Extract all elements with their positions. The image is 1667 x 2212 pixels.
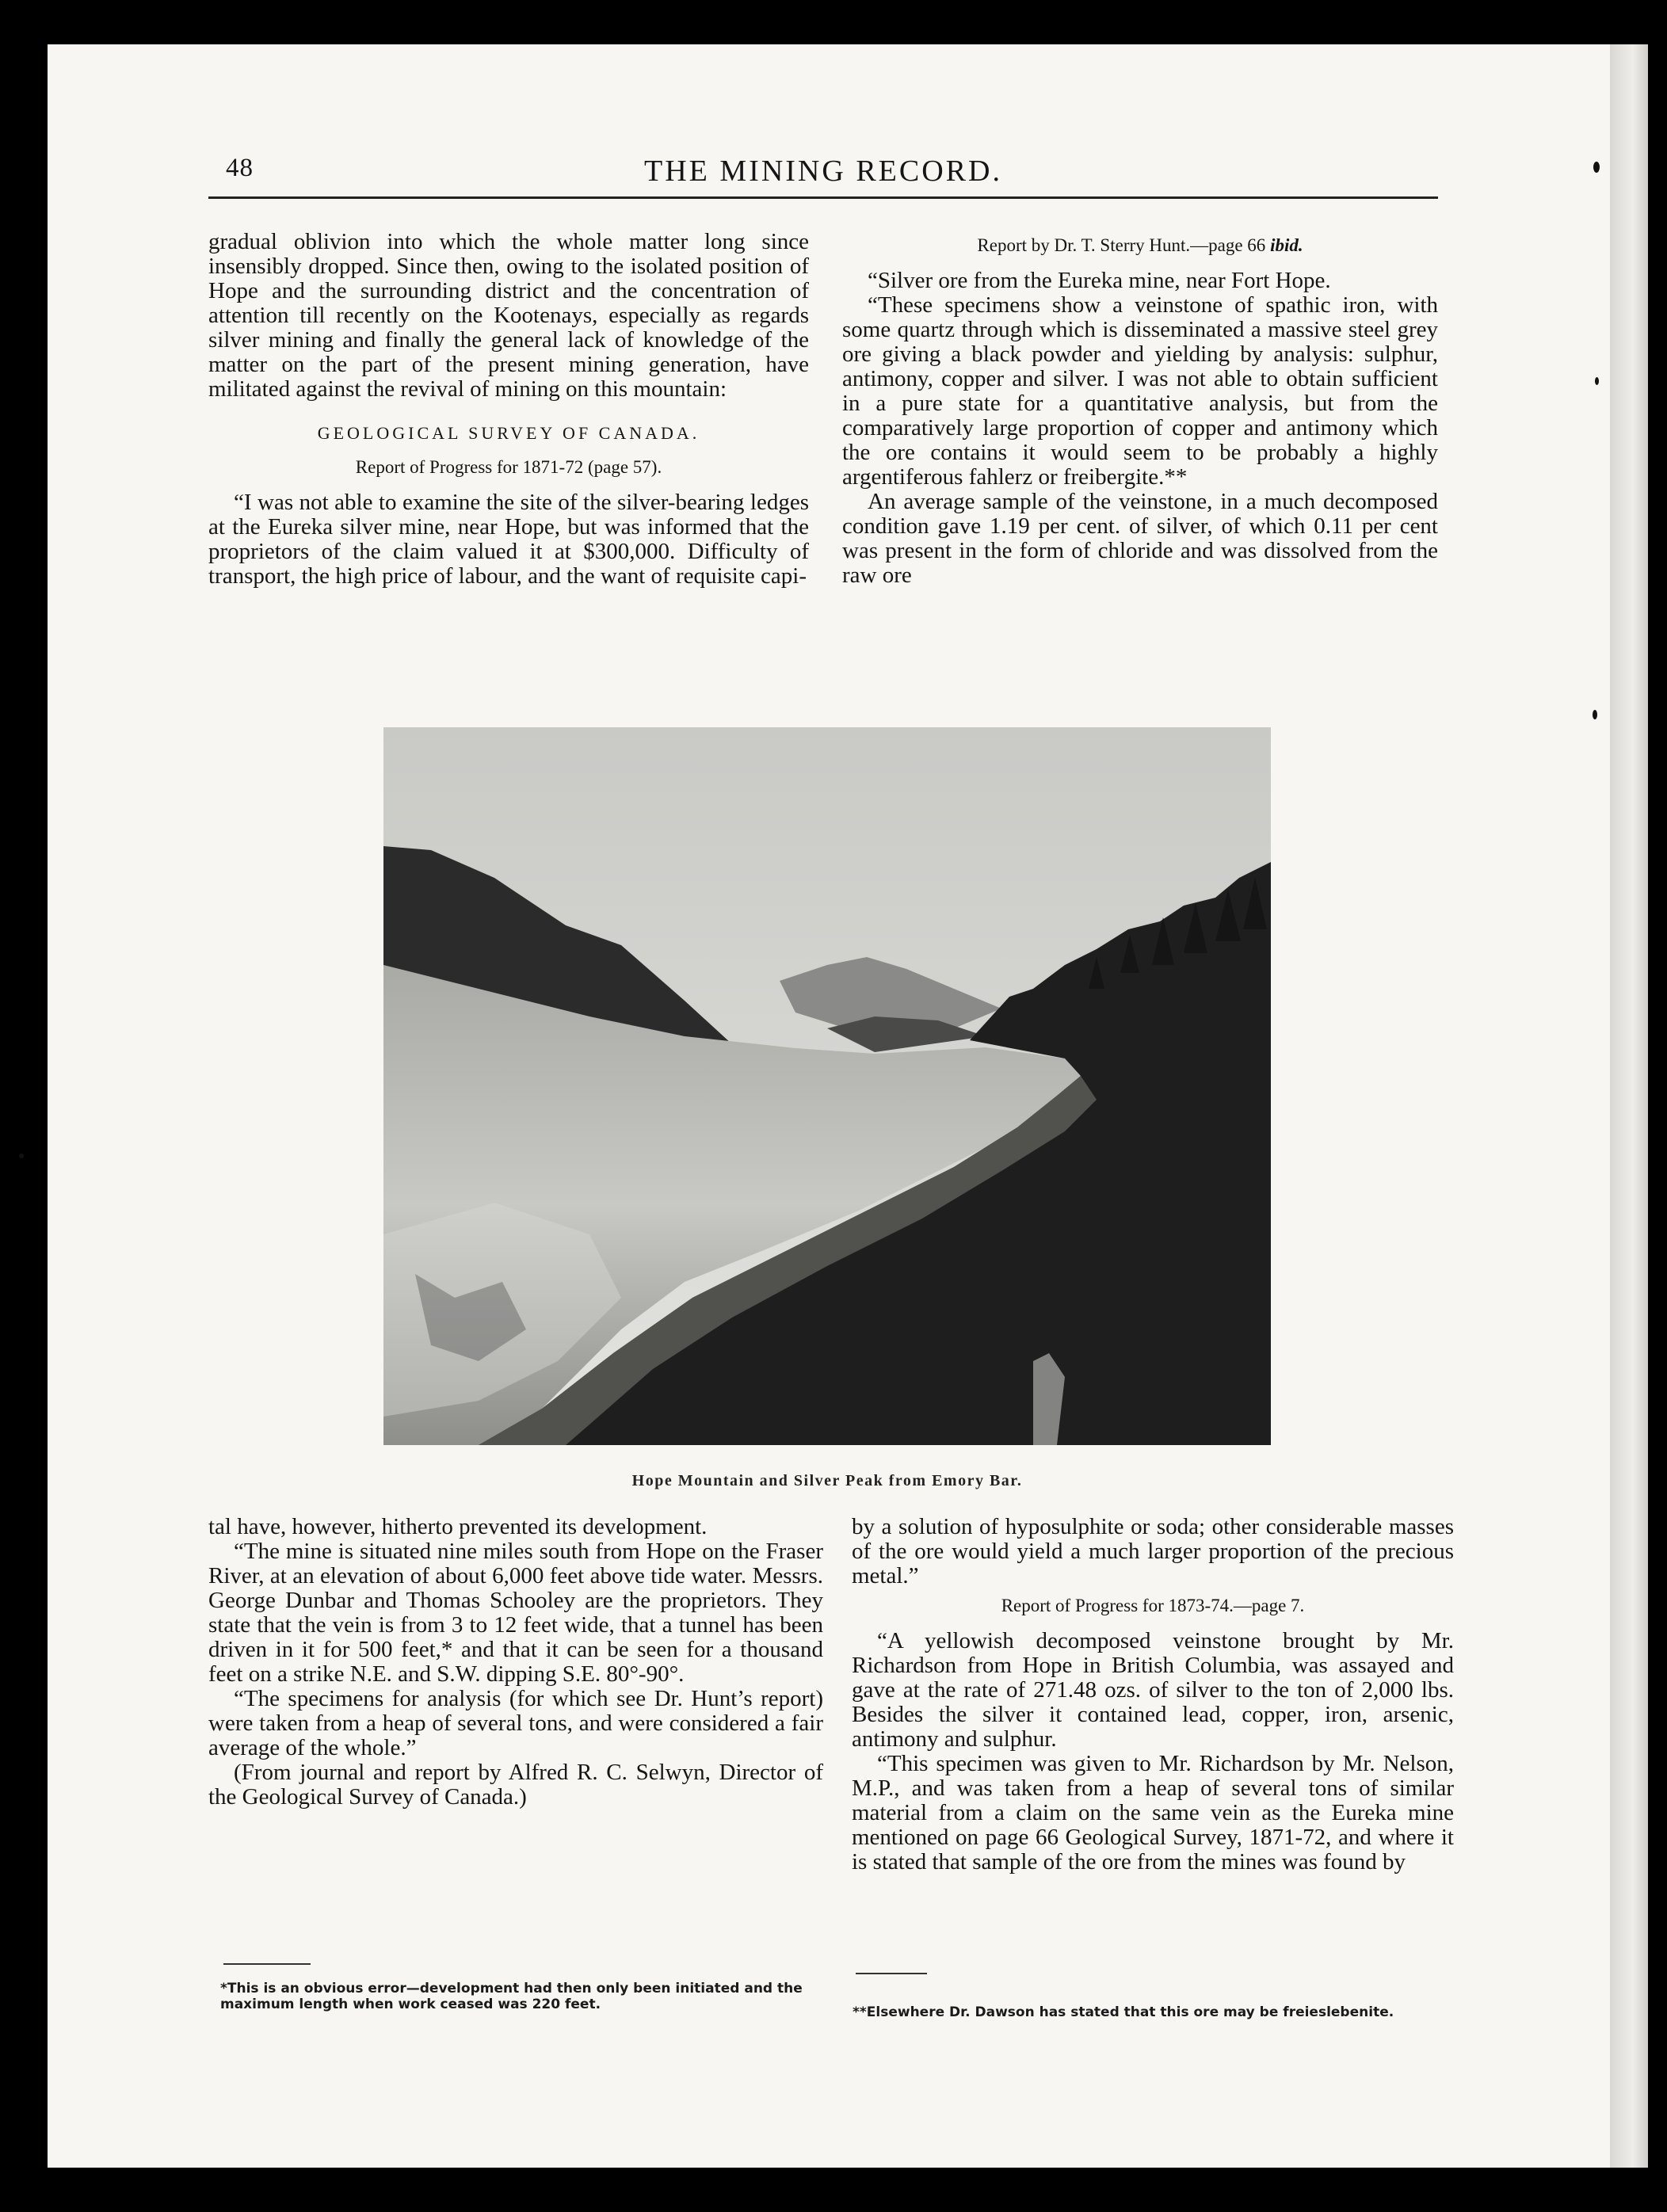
- paragraph: by a solution of hyposulphite or soda; other considerable masses of the ore would yield a much larger proportion of the precious metal.”: [852, 1514, 1454, 1588]
- paragraph: “A yellowish decomposed veinstone brought by Mr. Richardson from Hope in British Columbia, was assayed and gave at the rate of 271.48 ozs. of silver to the ton of 2,000 lbs. Besides the silver it contained lead, copper, iron, arsenic, antimony and sulphur.: [852, 1628, 1454, 1752]
- report-heading: Report of Progress for 1873-74.—page 7.: [1001, 1596, 1305, 1615]
- next-page-edge: [1610, 44, 1648, 2168]
- scan-speck: [19, 1154, 24, 1158]
- scan-speck: [1595, 377, 1599, 385]
- report-heading-ibid: ibid.: [1270, 235, 1303, 255]
- paragraph: “I was not able to examine the site of the silver-bearing ledges at the Eureka silver mine, near Hope, but was informed that the proprietors of the claim valued it at $300,000. Difficulty of transport, the high price of labour, and the want of requisite capi-: [208, 490, 809, 589]
- column-top-right: [842, 228, 1438, 588]
- paragraph: “This specimen was given to Mr. Richardson by Mr. Nelson, M.P., and was taken from a heap of several tons of similar material from a claim on the same vein as the Eureka mine mentioned on page 66 Geological Survey, 1871-72, and where it is stated that sample of the ore from the mines was found by: [852, 1751, 1454, 1874]
- section-heading: GEOLOGICAL SURVEY OF CANADA.: [317, 423, 700, 443]
- footnote-rule: [856, 1973, 927, 1974]
- report-heading-text: Report by Dr. T. Sterry Hunt.—page 66: [977, 235, 1271, 255]
- running-title: THE MINING RECORD.: [644, 154, 1002, 188]
- paragraph: “The specimens for analysis (for which see Dr. Hunt’s report) were taken from a heap of several tons, and were considered a fair average of the whole.”: [208, 1686, 823, 1760]
- paragraph: “These specimens show a veinstone of spathic iron, with some quartz through which is disseminated a massive steel grey ore giving a black powder and yielding by analysis: sulphur, antimony, copper and silver. I was not able to obtain sufficient in a pure state for a quantitative analysis, but from the comparatively large proportion of copper and antimony which the ore contains it would seem to be probably a highly argentiferous fahlerz or freibergite.**: [842, 292, 1438, 490]
- report-heading: Report of Progress for 1871-72 (page 57).: [355, 457, 662, 477]
- figure-caption: Hope Mountain and Silver Peak from Emory Bar.: [631, 1472, 1023, 1489]
- report-heading: [842, 233, 1438, 257]
- paragraph: gradual oblivion into which the whole matter long since insensibly dropped. Since then, owing to the isolated position of Hope and the surrounding district and the concentration of attention till recently on the Kootenays, especially as regards silver mining and finally the general lack of knowledge of the matter on the part of the present mining generation, have militated against the revival of mining on this mountain:: [208, 229, 809, 402]
- paragraph: “Silver ore from the Eureka mine, near Fort Hope.: [868, 268, 1331, 293]
- paragraph: “The mine is situated nine miles south from Hope on the Fraser River, at an elevation of about 6,000 feet above tide water. Messrs. George Dunbar and Thomas Schooley are the proprietors. They state that the vein is from 3 to 12 feet wide, that a tunnel has been driven in it for 500 feet,* and that it can be seen for a thousand feet on a strike N.E. and S.W. dipping S.E. 80°-90°.: [208, 1539, 823, 1687]
- footnote-rule: [223, 1963, 311, 1965]
- scan-speck: [1593, 162, 1600, 173]
- column-top-left: [208, 230, 809, 589]
- page-number: 48: [226, 154, 254, 182]
- footnote: *This is an obvious error—development had then only been initiated and the maximum length when work ceased was 220 feet.: [220, 1981, 803, 2012]
- column-bottom-left: [208, 1515, 823, 1810]
- footnote: **Elsewhere Dr. Dawson has stated that this ore may be freieslebenite.: [853, 2004, 1394, 2020]
- scan-speck: [1593, 710, 1597, 719]
- paragraph: An average sample of the veinstone, in a much decomposed condition gave 1.19 per cent. of silver, of which 0.11 per cent was present in the form of chloride and was dissolved from the raw ore: [842, 489, 1438, 588]
- landscape-photo: [383, 727, 1271, 1445]
- column-bottom-right: [852, 1515, 1454, 1874]
- paragraph: tal have, however, hitherto prevented its development.: [208, 1514, 708, 1539]
- paragraph: (From journal and report by Alfred R. C. Selwyn, Director of the Geological Survey of Canada.): [208, 1760, 823, 1810]
- page-header: [208, 151, 1438, 198]
- header-rule: [208, 196, 1438, 199]
